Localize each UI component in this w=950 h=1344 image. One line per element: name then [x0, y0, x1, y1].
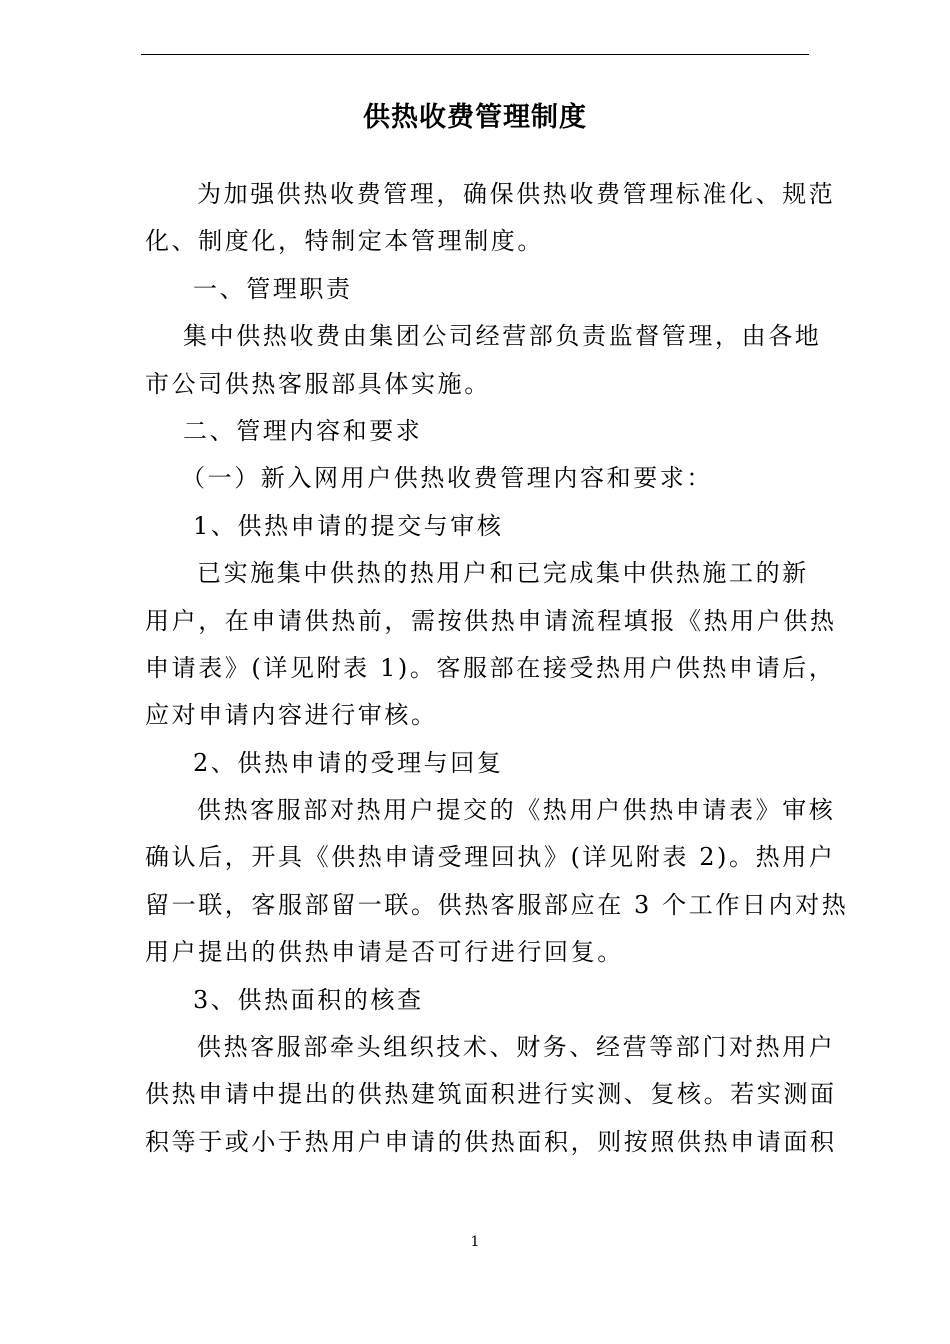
paragraph-line: 供热申请中提出的供热建筑面积进行实测、复核。若实测面: [145, 1080, 837, 1109]
item-heading: 3、供热面积的核查: [193, 985, 424, 1014]
document-body: [145, 171, 849, 1166]
document-title: 供热收费管理制度: [363, 102, 587, 133]
paragraph-line: 已实施集中供热的热用户和已完成集中供热施工的新: [197, 559, 809, 588]
paragraph-line: 为加强供热收费管理，确保供热收费管理标准化、规范: [197, 180, 836, 208]
page-number: 1: [470, 1234, 480, 1250]
section-heading: 二、管理内容和要求: [183, 416, 423, 445]
paragraph-line: 集中供热收费由集团公司经营部负责监督管理，由各地: [183, 322, 822, 351]
paragraph-line: 留一联，客服部留一联。供热客服部应在 3 个工作日内对热: [145, 890, 849, 919]
item-heading: 2、供热申请的受理与回复: [193, 748, 504, 777]
paragraph-line: 供热客服部对热用户提交的《热用户供热申请表》审核: [197, 796, 836, 825]
paragraph-line: 化、制度化，特制定本管理制度。: [145, 227, 544, 256]
paragraph-line: 积等于或小于热用户申请的供热面积，则按照供热申请面积: [145, 1127, 837, 1156]
section-heading: 一、管理职责: [193, 274, 353, 303]
paragraph-line: 应对申请内容进行审核。: [145, 701, 438, 730]
paragraph-line: 市公司供热客服部具体实施。: [145, 369, 491, 398]
paragraph-line: 用户，在申请供热前，需按供热申请流程填报《热用户供热: [145, 606, 837, 635]
header-rule: [141, 54, 809, 55]
item-heading: 1、供热申请的提交与审核: [193, 511, 504, 540]
paragraph-line: 确认后，开具《供热申请受理回执》(详见附表 2)。热用户: [145, 843, 836, 872]
paragraph-line: 用户提出的供热申请是否可行进行回复。: [145, 938, 624, 967]
paragraph-line: 申请表》(详见附表 1)。客服部在接受热用户供热申请后，: [145, 653, 836, 682]
subsection-heading: （一）新入网用户供热收费管理内容和要求：: [181, 464, 713, 493]
paragraph-line: 供热客服部牵头组织技术、财务、经营等部门对热用户: [197, 1033, 836, 1062]
